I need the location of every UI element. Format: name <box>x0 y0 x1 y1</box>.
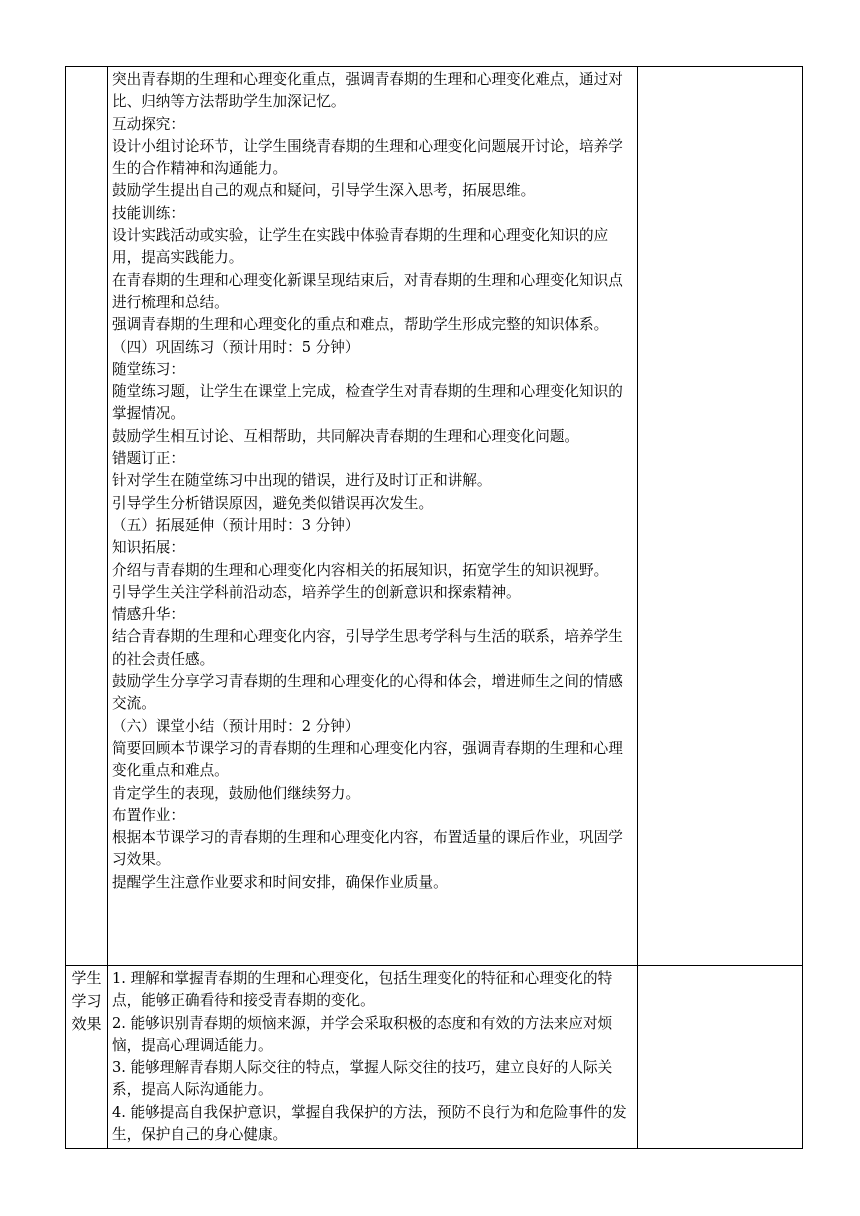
row-label-cell <box>66 67 108 966</box>
text-line: 随堂练习： <box>112 360 185 378</box>
text-line: 引导学生分析错误原因，避免类似错误再次发生。 <box>112 494 434 512</box>
learning-outcome-cell <box>108 966 638 1149</box>
notes-cell <box>638 67 803 966</box>
text-line: 提醒学生注意作业要求和时间安排，确保作业质量。 <box>112 873 448 891</box>
notes-cell <box>638 966 803 1149</box>
text-line: 知识拓展： <box>112 539 185 557</box>
text-line: 肯定学生的表现，鼓励他们继续努力。 <box>112 784 361 802</box>
section-heading: （五）拓展延伸（预计用时：3 分钟） <box>112 516 360 534</box>
text-line: 突出青春期的生理和心理变化重点，强调青春期的生理和心理变化难点，通过对比、归纳等方法帮助学生加深记忆。 <box>112 71 623 111</box>
text-line: 随堂练习题，让学生在课堂上完成，检查学生对青春期的生理和心理变化知识的掌握情况。 <box>112 383 623 423</box>
section-heading: （四）巩固练习（预计用时：5 分钟） <box>112 338 360 356</box>
learning-outcome-label: 学生学习效果 <box>71 969 102 1033</box>
text-line: 在青春期的生理和心理变化新课呈现结束后，对青春期的生理和心理变化知识点进行梳理和总结。 <box>112 271 623 311</box>
text-line: 鼓励学生相互讨论、互相帮助，共同解决青春期的生理和心理变化问题。 <box>112 427 580 445</box>
list-item: 4. 能够提高自我保护意识，掌握自我保护的方法，预防不良行为和危险事件的发生，保护自己的身心健康。 <box>112 1103 627 1144</box>
text-line: 引导学生关注学科前沿动态，培养学生的创新意识和探索精神。 <box>112 583 521 601</box>
text-line: 鼓励学生分享学习青春期的生理和心理变化的心得和体会，增进师生之间的情感交流。 <box>112 673 623 713</box>
text-line: 针对学生在随堂练习中出现的错误，进行及时订正和讲解。 <box>112 472 492 490</box>
text-line: 互动探究： <box>112 115 185 133</box>
text-line: 强调青春期的生理和心理变化的重点和难点，帮助学生形成完整的知识体系。 <box>112 316 609 334</box>
text-line: 设计实践活动或实验，让学生在实践中体验青春期的生理和心理变化知识的应用，提高实践能力。 <box>112 227 609 267</box>
text-line: 介绍与青春期的生理和心理变化内容相关的拓展知识，拓宽学生的知识视野。 <box>112 561 609 579</box>
lesson-plan-table <box>65 66 803 1149</box>
table-row <box>66 966 803 1149</box>
text-line: 简要回顾本节课学习的青春期的生理和心理变化内容，强调青春期的生理和心理变化重点和难点。 <box>112 739 623 780</box>
learning-outcome-text <box>108 966 637 1148</box>
text-line: 技能训练： <box>112 204 185 222</box>
text-line: 布置作业： <box>112 806 185 824</box>
text-line: 错题订正： <box>112 450 185 468</box>
text-line: 结合青春期的生理和心理变化内容，引导学生思考学科与生活的联系，培养学生的社会责任感。 <box>112 628 623 668</box>
table-row <box>66 67 803 966</box>
text-line: 鼓励学生提出自己的观点和疑问，引导学生深入思考，拓展思维。 <box>112 182 536 200</box>
list-item: 1. 理解和掌握青春期的生理和心理变化，包括生理变化的特征和心理变化的特点，能够正确看待和接受青春期的变化。 <box>112 970 613 1010</box>
teaching-process-cell <box>108 67 638 966</box>
row-label-cell <box>66 966 108 1149</box>
text-line: 根据本节课学习的青春期的生理和心理变化内容，布置适量的课后作业，巩固学习效果。 <box>112 829 623 869</box>
teaching-process-text <box>108 67 637 896</box>
list-item: 3. 能够理解青春期人际交往的特点，掌握人际交往的技巧，建立良好的人际关系，提高人际沟通能力。 <box>112 1059 613 1099</box>
text-line: 情感升华： <box>112 606 185 624</box>
text-line: 设计小组讨论环节，让学生围绕青春期的生理和心理变化问题展开讨论，培养学生的合作精神和沟通能力。 <box>112 137 623 178</box>
section-heading: （六）课堂小结（预计用时：2 分钟） <box>112 717 360 735</box>
list-item: 2. 能够识别青春期的烦恼来源，并学会采取积极的态度和有效的方法来应对烦恼，提高心理调适能力。 <box>112 1014 613 1054</box>
